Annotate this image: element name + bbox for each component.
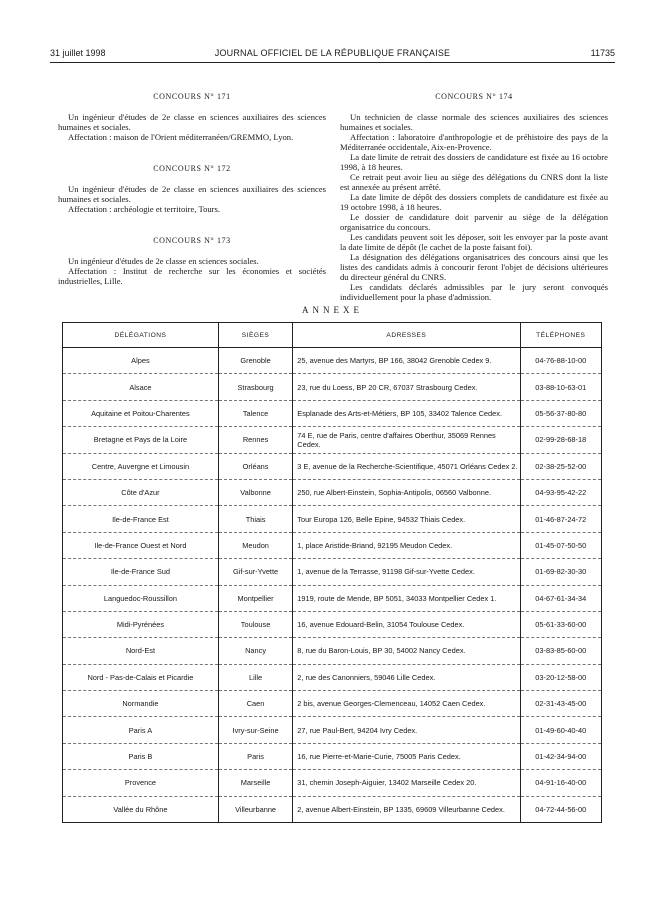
paragraph: Les candidats peuvent soit les déposer, soit les envoyer par la poste avant la date limite de dépôt (le cachet de la poste faisant foi). [340, 232, 608, 252]
column-header-delegations: DÉLÉGATIONS [63, 323, 219, 348]
cell-delegation: Ile-de-France Sud [63, 559, 219, 585]
paragraph: Affectation : maison de l'Orient méditerranéen/GREMMO, Lyon. [68, 132, 294, 142]
concours-172 [58, 164, 326, 214]
cell-siege: Lille [218, 664, 292, 690]
delegations-table [62, 322, 602, 823]
cell-adresse: 250, rue Albert-Einstein, Sophia-Antipolis, 06560 Valbonne. [293, 479, 520, 505]
header-date: 31 juillet 1998 [50, 48, 106, 58]
table-row [63, 374, 602, 400]
cell-delegation: Ile-de-France Ouest et Nord [63, 532, 219, 558]
cell-telephone: 04-72-44-56-00 [520, 796, 601, 822]
cell-adresse: 25, avenue des Martyrs, BP 166, 38042 Grenoble Cedex 9. [293, 348, 520, 374]
cell-siege: Talence [218, 400, 292, 426]
cell-telephone: 05-56-37-80-80 [520, 400, 601, 426]
cell-telephone: 04-93-95-42-22 [520, 479, 601, 505]
cell-telephone: 01-49-60-40-40 [520, 717, 601, 743]
cell-adresse: 1, place Aristide-Briand, 92195 Meudon Cedex. [293, 532, 520, 558]
cell-telephone: 04-91-16-40-00 [520, 770, 601, 796]
cell-siege: Villeurbanne [218, 796, 292, 822]
paragraph: Un ingénieur d'études de 2e classe en sciences auxiliaires des sciences humaines et sociales. [58, 112, 326, 132]
paragraph: Ce retrait peut avoir lieu au siège des délégations du CNRS dont la liste est annexée au présent arrêté. [340, 172, 608, 192]
paragraph: La date limite de dépôt des dossiers complets de candidature est fixée au 19 octobre 1998, à 18 heures. [340, 192, 608, 212]
cell-delegation: Paris B [63, 743, 219, 769]
table-row [63, 796, 602, 822]
concours-title: CONCOURS N° 173 [153, 236, 231, 245]
cell-adresse: 31, chemin Joseph-Aiguier, 13402 Marseille Cedex 20. [293, 770, 520, 796]
cell-delegation: Paris A [63, 717, 219, 743]
table-row [63, 638, 602, 664]
cell-adresse: 1919, route de Mende, BP 5051, 34033 Montpellier Cedex 1. [293, 585, 520, 611]
cell-delegation: Aquitaine et Poitou-Charentes [63, 400, 219, 426]
column-header-sieges: SIÈGES [218, 323, 292, 348]
cell-telephone: 01-42-34-94-00 [520, 743, 601, 769]
concours-title: CONCOURS N° 171 [153, 92, 231, 101]
cell-telephone: 02-38-25-52-00 [520, 453, 601, 479]
cell-delegation: Alsace [63, 374, 219, 400]
cell-adresse: 8, rue du Baron-Louis, BP 30, 54002 Nancy Cedex. [293, 638, 520, 664]
table-row [63, 400, 602, 426]
column-header-telephones: TÉLÉPHONES [520, 323, 601, 348]
cell-siege: Strasbourg [218, 374, 292, 400]
right-column [340, 92, 608, 302]
cell-telephone: 03-83-85-60-00 [520, 638, 601, 664]
paragraph: Le dossier de candidature doit parvenir au siège de la délégation organisatrice du concours. [340, 212, 608, 232]
cell-delegation: Centre, Auvergne et Limousin [63, 453, 219, 479]
table-row [63, 717, 602, 743]
concours-title: CONCOURS N° 174 [435, 92, 513, 101]
paragraph: Un technicien de classe normale des sciences auxiliaires des sciences humaines et sociales. [340, 112, 608, 132]
cell-adresse: Tour Europa 126, Belle Epine, 94532 Thiais Cedex. [293, 506, 520, 532]
table-row [63, 770, 602, 796]
header-page-number: 11735 [590, 48, 615, 58]
cell-adresse: 3 E, avenue de la Recherche-Scientifique, 45071 Orléans Cedex 2. [293, 453, 520, 479]
cell-siege: Ivry-sur-Seine [218, 717, 292, 743]
cell-siege: Caen [218, 691, 292, 717]
concours-171 [58, 92, 326, 142]
cell-adresse: 16, avenue Edouard-Belin, 31054 Toulouse Cedex. [293, 611, 520, 637]
cell-telephone: 03-88-10-63-01 [520, 374, 601, 400]
paragraph: Affectation : laboratoire d'anthropologie et de préhistoire des pays de la Méditerranée occidentale, Aix-en-Provence. [340, 132, 608, 152]
concours-title: CONCOURS N° 172 [153, 164, 231, 173]
cell-siege: Nancy [218, 638, 292, 664]
table-row [63, 348, 602, 374]
annexe-title: ANNEXE [302, 305, 363, 315]
cell-siege: Thiais [218, 506, 292, 532]
paragraph: Affectation : Institut de recherche sur les économies et sociétés industrielles, Lille. [58, 266, 326, 286]
cell-siege: Valbonne [218, 479, 292, 505]
cell-adresse: 16, rue Pierre-et-Marie-Curie, 75005 Paris Cedex. [293, 743, 520, 769]
cell-adresse: 27, rue Paul-Bert, 94204 Ivry Cedex. [293, 717, 520, 743]
cell-telephone: 02-31-43-45-00 [520, 691, 601, 717]
cell-delegation: Ile-de-France Est [63, 506, 219, 532]
cell-delegation: Alpes [63, 348, 219, 374]
cell-delegation: Nord-Est [63, 638, 219, 664]
cell-delegation: Côte d'Azur [63, 479, 219, 505]
cell-adresse: 2, rue des Canonniers, 59046 Lille Cedex. [293, 664, 520, 690]
cell-adresse: 23, rue du Loess, BP 20 CR, 67037 Strasbourg Cedex. [293, 374, 520, 400]
table-row [63, 691, 602, 717]
cell-siege: Gif-sur-Yvette [218, 559, 292, 585]
table-row [63, 479, 602, 505]
cell-delegation: Midi-Pyrénées [63, 611, 219, 637]
cell-siege: Montpellier [218, 585, 292, 611]
column-header-adresses: ADRESSES [293, 323, 520, 348]
table-row [63, 559, 602, 585]
paragraph: Les candidats déclarés admissibles par le jury seront convoqués individuellement pour la phase d'admission. [340, 282, 608, 302]
cell-telephone: 04-76-88-10-00 [520, 348, 601, 374]
paragraph: Un ingénieur d'études de 2e classe en sciences sociales. [68, 256, 259, 266]
cell-adresse: 2, avenue Albert-Einstein, BP 1335, 69609 Villeurbanne Cedex. [293, 796, 520, 822]
cell-siege: Marseille [218, 770, 292, 796]
cell-siege: Grenoble [218, 348, 292, 374]
cell-siege: Rennes [218, 427, 292, 453]
cell-adresse: 2 bis, avenue Georges-Clemenceau, 14052 Caen Cedex. [293, 691, 520, 717]
table-row [63, 611, 602, 637]
cell-telephone: 03-20-12-58-00 [520, 664, 601, 690]
table-row [63, 743, 602, 769]
cell-delegation: Bretagne et Pays de la Loire [63, 427, 219, 453]
cell-delegation: Languedoc-Roussillon [63, 585, 219, 611]
paragraph: La date limite de retrait des dossiers de candidature est fixée au 16 octobre 1998, à 18 heures. [340, 152, 608, 172]
paragraph: La désignation des délégations organisatrices des concours ainsi que les listes des candidats admis à concourir feront l'objet de décisions ultérieures du directeur général du CNRS. [340, 252, 608, 282]
cell-telephone: 01-46-87-24-72 [520, 506, 601, 532]
cell-siege: Toulouse [218, 611, 292, 637]
paragraph: Un ingénieur d'études de 2e classe en sciences auxiliaires des sciences humaines et sociales. [58, 184, 326, 204]
table-row [63, 427, 602, 453]
cell-adresse: Esplanade des Arts-et-Métiers, BP 105, 33402 Talence Cedex. [293, 400, 520, 426]
cell-adresse: 74 E, rue de Paris, centre d'affaires Oberthur, 35069 Rennes Cedex. [293, 427, 520, 453]
cell-telephone: 02-99-28-68-18 [520, 427, 601, 453]
left-column [58, 92, 326, 308]
page-header [50, 48, 615, 63]
header-title: JOURNAL OFFICIEL DE LA RÉPUBLIQUE FRANÇAISE [214, 48, 451, 58]
table-row [63, 532, 602, 558]
table-row [63, 585, 602, 611]
cell-telephone: 01-69-82-30-30 [520, 559, 601, 585]
cell-telephone: 05-61-33-60-00 [520, 611, 601, 637]
cell-delegation: Vallée du Rhône [63, 796, 219, 822]
cell-delegation: Nord - Pas-de-Calais et Picardie [63, 664, 219, 690]
cell-telephone: 01-45-07-50-50 [520, 532, 601, 558]
cell-siege: Orléans [218, 453, 292, 479]
concours-174-body [340, 112, 608, 302]
cell-delegation: Normandie [63, 691, 219, 717]
cell-siege: Meudon [218, 532, 292, 558]
cell-siege: Paris [218, 743, 292, 769]
table-body [63, 348, 602, 823]
table-row [63, 664, 602, 690]
table-row [63, 506, 602, 532]
cell-adresse: 1, avenue de la Terrasse, 91198 Gif-sur-Yvette Cedex. [293, 559, 520, 585]
cell-delegation: Provence [63, 770, 219, 796]
concours-173 [58, 236, 326, 286]
table-row [63, 453, 602, 479]
table-header-row [63, 323, 602, 348]
paragraph: Affectation : archéologie et territoire, Tours. [68, 204, 221, 214]
cell-telephone: 04-67-61-34-34 [520, 585, 601, 611]
